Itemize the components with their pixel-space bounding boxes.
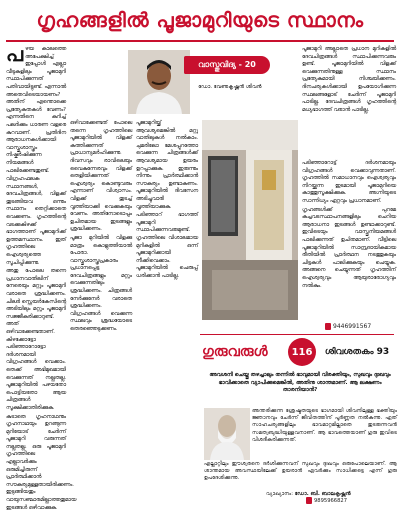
article-paragraph: പൂജാമുറി അല്ലാതെ പ്രധാന മുറികളിൽ ദേവചിത്രങ്ങൾ സ്ഥാപിക്കുന്നവരും ഉണ്ട്. പൂജാമുറിയിൽ വിളക്ക് വെക്കുന്നതിനുള്ള സ്ഥാനം പ്രത്യേകമായി നിശ്ചയിക്കണം. ദിനചര്യകൾക്കായി ഉപയോഗിക്കുന്ന സ്ഥലങ്ങളോട് ചേർന്ന് പൂജാമുറി പാടില്ല. ദേവചിത്രങ്ങൾ ഗൃഹത്തിന്റെ മധ്യഭാഗത്ത് വരാൻ പാടില്ല. [302, 46, 396, 114]
article-paragraph: ഗൃഹങ്ങൾക്ക് പുറമേ കച്ചവടസ്ഥാപനങ്ങളിലും ചെറിയ ആരാധനാ ഇടങ്ങൾ ഉണ്ടാക്കാറുണ്ട്. ഇവിടെയും വാസ്തുനിയമങ്ങൾ പാലിക്കുന്നത് ഉചിതമാണ്. വീട്ടിലെ പൂജാമുറിയിൽ സാമ്പ്രദായികമായ രീതിയിൽ പ്രാർത്ഥന നടത്തുകയും ചിട്ടകൾ പാലിക്കുകയും ചെയ്യുക. അങ്ങനെ ചെയ്യുന്നത് ഗൃഹത്തിന് ഐശ്വര്യവും ആയുരാരോഗ്യവും നൽകും. [302, 207, 396, 291]
guru-series: ശിവശതകം 93 [318, 342, 396, 362]
article-paragraph: പൂജാമുറിയ്ക്ക് ആവശ്യമെങ്കിൽ മറ്റു വാതിലുകൾ നൽകാം. ചുമരിലോ മേശപ്പുറത്തോ വെക്കുന്ന ചിത്രങ്ങൾക്ക് ആവശ്യമായ ഉയരം ഉറപ്പാക്കുക. ഇരുന്നും നിന്നും പ്രാർത്ഥിക്കാൻ സൗകര്യം ഉണ്ടാകണം. പൂജാമുറിയിൽ ദിവസേന അടിച്ചുവാരി വൃത്തിയാക്കുക. [136, 120, 198, 211]
guru-contact-name: ഡോ. ബി. ബാലകൃഷ്ണൻ [295, 491, 351, 497]
guru-title: ഗുരുവരുൾ [202, 338, 288, 366]
author-photo [128, 50, 190, 114]
article-column-3 [136, 120, 198, 497]
guru-contact-label: വ്യാഖ്യാനം: [266, 491, 293, 497]
author-block [128, 44, 272, 116]
guru-number-badge: 116 [288, 338, 316, 366]
guru-answer: എല്ലാറ്റിലും ഈശ്വരനെ ദർശിക്കുന്നവന് സുഖവും ദുഃഖവും ഒരുപോലെയാണ്. ആ ശാന്തമായ അവസ്ഥയിലേക്ക് ഉയരാൻ ഏവർക്കും സാധിക്കട്ടെ എന്ന് ഗുരു ഉപദേശിക്കുന്നു. [204, 461, 397, 483]
article-paragraph: കുടാതെ ഗൃഹനാഥനും ഗൃഹനാഥയും ഉറങ്ങുന്ന മുറിയോട് ചേർന്ന് പൂജാമുറി വരുന്നത് നല്ലതല്ല. ഒരു പൂജാമുറി ഗൃഹത്തിലെ എല്ലാവർക്കും ഒരുമിച്ചിരുന്ന് പ്രാർത്ഥിക്കാൻ സൗകര്യമുള്ളതായിരിക്കണം. ഇടുങ്ങിയതും വായുസഞ്ചാരമില്ലാത്തതുമായ ഇടങ്ങൾ ഒഴിവാക്കുക. [6, 414, 66, 512]
article-paragraph: അതു പോലെ തന്നെ പ്രധാനവാതിലിന് നേരെയും മറ്റും പൂജാമുറി വരാതെ ശ്രദ്ധിക്കണം. ചിലർ സ്റ്റെയർകേസിന്റെ അടിയിലും മറ്റും പൂജാമുറി സജ്ജീകരിക്കാറുണ്ട്. അത് ഒഴിവാക്കേണ്ടതാണ്. കിഴക്കോട്ടോ പടിഞ്ഞാറോട്ടോ ദർശനമായി വിഗ്രഹങ്ങൾ വെക്കാം. തെക്ക് അഭിമുഖമായി വെക്കുന്നത് നല്ലതല്ല. പൂജാമുറിയിൽ പഴയതോ പൊട്ടിയതോ ആയ ചിത്രങ്ങൾ സൂക്ഷിക്കാതിരിക്കുക. [6, 268, 66, 412]
title-divider [6, 40, 394, 42]
article-column-1 [6, 46, 66, 496]
series-tag: വാസ്തുവിദ്യ - 20 [184, 56, 270, 74]
guru-phone [306, 497, 347, 504]
dropcap: പ [6, 46, 23, 63]
guru-phone-number: 9895966827 [314, 498, 347, 504]
phone-icon [325, 323, 331, 330]
article-phone-number: 9446991567 [333, 323, 371, 330]
article-title: ഗൃഹങ്ങളിൽ പൂജാമുറിയുടെ സ്ഥാനം [0, 0, 400, 40]
article-column-5 [302, 160, 396, 320]
guru-question: അവശനി ചെയ്തു തഴച്ചാലും തന്നിൽ ഭാവുമായി വിരക്തിയും, സുഖവും ദുഃഖവും ഭാവിക്കാതെ വ്യാപിക്കുമെങ്കിൽ, അതിനു ശാന്തമാണ്. ആ ലക്ഷണം താരനിയാൻ? [204, 372, 396, 395]
guru-photo [204, 408, 250, 460]
article-paragraph: ഒഴിവാക്കേണ്ടത് പോലെ തന്നെ ഗൃഹത്തിലെ പൂജാമുറിയിൽ വിളക്ക് കത്തിക്കുന്നത് പ്രാധാന്യമർഹിക്കുന്നു. ദിവസവും രാവിലെയും വൈകുന്നേരവും വിളക്ക് തെളിയിക്കുന്നത് ഐശ്വര്യം കൊണ്ടുവരും എന്നാണ് വിശ്വാസം. വിളക്ക് തുടച്ച് വൃത്തിയാക്കി വെക്കുകയും വേണം. അതിനോടൊപ്പം ഉചിതമായ ഇടങ്ങളും ശ്രദ്ധിക്കണം. [70, 120, 132, 234]
article-paragraph: വിഗ്രഹഫലക സ്ഥാനങ്ങൾ, ദേവചിത്രങ്ങൾ, വിളക്ക് തുടങ്ങിയവ ഒന്നും സ്ഥാനം തെറ്റിക്കാതെ വെക്കണം. ഗൃഹത്തിന്റെ വടക്കുകിഴക്ക് ഭാഗത്താണ് പൂജാമുറിക്ക് ഉത്തമസ്ഥാനം. ഇത് ഗൃഹത്തിലെ ഐശ്വര്യത്തെ സൂചിപ്പിക്കുന്നു. [6, 176, 66, 267]
section-divider [200, 334, 394, 335]
interior-photo [202, 120, 298, 320]
article-column-2 [70, 120, 132, 497]
guru-answer: അന്തരിക്കുന്ന ശ്രേഷ്ഠതയുടെ ഭാഗമായി ശിവനിലുള്ള ഭക്തിയും ജ്ഞാനവും ചേർന്ന് ജീവിതത്തിന് പൂർണ്ണത നൽകുന്നു. ഏത് സാഹചര്യങ്ങളിലും ഭാവമാറ്റമില്ലാതെ തുടരുന്നവൻ സമത്വബുദ്ധിയുള്ളവനാണ്. ആ ഭാവത്തെയാണ് ഗുരു ഇവിടെ വിശദീകരിക്കുന്നത്. [252, 408, 397, 444]
article-paragraph: ഴയ കാലത്തെ അപേക്ഷിച്ച് ഇപ്പോൾ എല്ലാ വീടുകളിലും പൂജാമുറി സ്ഥാപിക്കുന്നത് പതിവായിട്ടുണ്ട്. എന്നാൽ അതെവിടെയായണം? അതിന് എന്തൊക്കെ പ്രത്യേകതകൾ വേണം? എന്നതിനെ കുറിച്ച് പലർക്കും ധാരണ വളരെ കുറവാണ്. പ്രതിദിന ആരാധനകൾക്കായി വാസ്തുശാസ്ത്രം നിഷ്കർഷിക്കുന്ന നിയമങ്ങൾ പാലിക്കേണ്ടതുണ്ട്. [6, 46, 66, 174]
article-paragraph: പടിഞ്ഞാറോട്ട് ദർശനമായും വിഗ്രഹങ്ങൾ വെക്കാവുന്നതാണ്. ഗൃഹത്തിൽ സമാധാനവും ഐശ്വര്യവും നിറയ്ക്കുന്ന ഇടമായി പൂജാമുറിയെ കാത്തുസൂക്ഷിക്കുക. അഗ്നിയുടെ സാന്നിധ്യം ഏറ്റവും പ്രധാനമാണ്. [302, 160, 396, 206]
article-phone [325, 323, 371, 330]
phone-icon [306, 497, 312, 504]
author-name: ഡോ. വേണുകൃഷ്ണൻ ശിവൻ [188, 84, 272, 91]
article-paragraph: പൂജാ മുറിയിൽ വിളക്കു മാത്രം കൊളുത്തിയാൽ പോരാ. വാസ്തുശാസ്ത്രപ്രകാരം പ്രധാനപ്പെട്ട ദേവചിത്രങ്ങളും മറ്റും വെക്കുന്നതിലും ശ്രദ്ധിക്കണം. ചിത്രങ്ങൾ നേർക്കുനേർ വരാതെ ശ്രദ്ധിക്കണം. വിഗ്രഹങ്ങൾ വെക്കുന്ന സ്ഥലവും ശ്രദ്ധയോടെ തെരഞ്ഞെടുക്കണം. [70, 235, 132, 334]
article-paragraph: പടിഞ്ഞാറ് ഭാഗത്ത് പൂജാമുറി സ്ഥാപിക്കുന്നവരുമുണ്ട്. ഗൃഹത്തിലെ വിശാലമായ മുറികളിൽ ഒന്ന് പൂജാമുറിക്കായി നീക്കിവെക്കാം. പൂജാമുറിയിൽ ചെരുപ്പ് ധരിക്കാൻ പാടില്ല. [136, 212, 198, 280]
guru-header [202, 336, 398, 370]
